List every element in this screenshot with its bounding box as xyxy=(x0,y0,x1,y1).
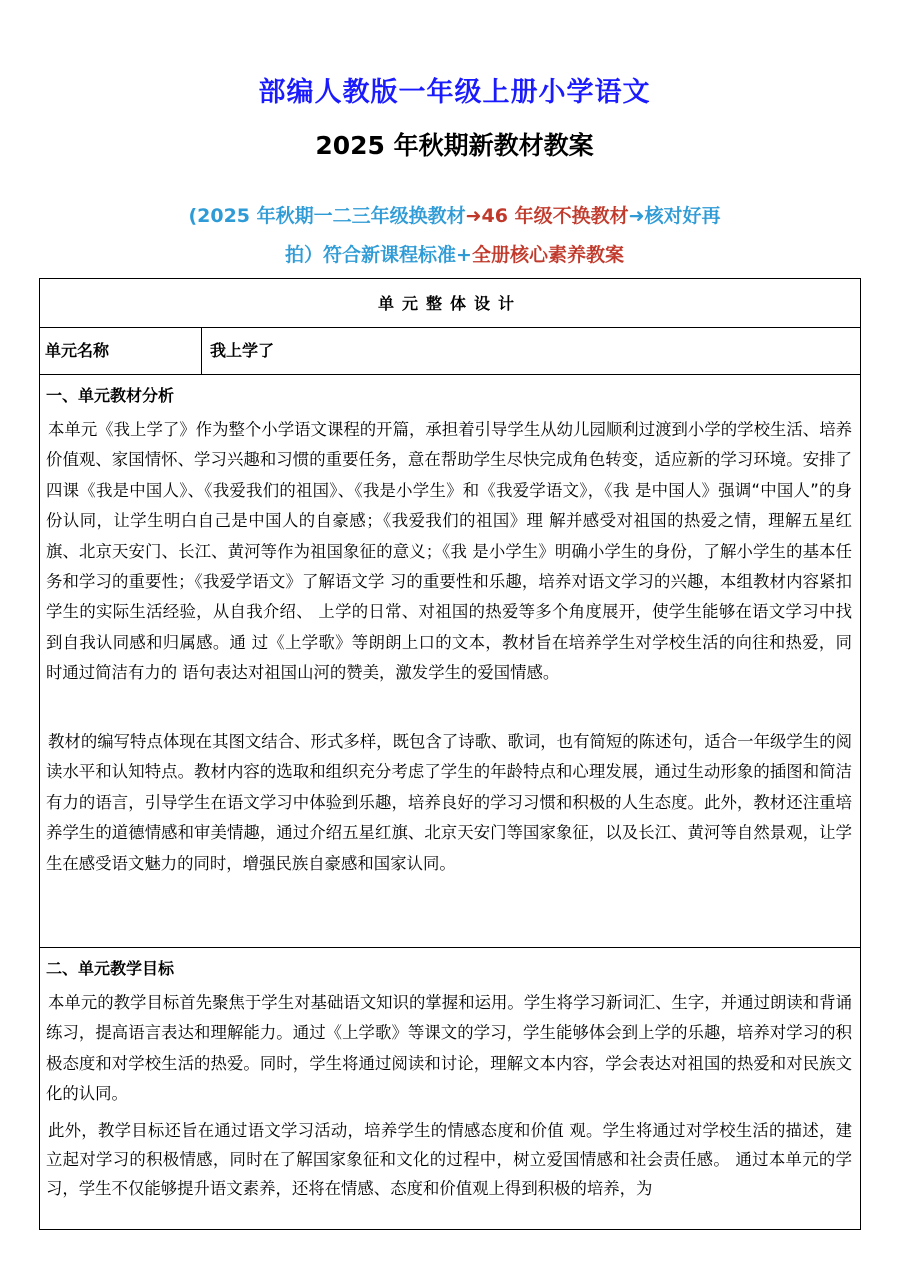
document-subtitle-term: 2025 年秋期新教材教案 xyxy=(315,131,594,160)
section-2-paragraph-2: 此外，教学目标还旨在通过语文学习活动，培养学生的情感态度和价值 观。学生将通过对学校生活的描述，建立起对学习的积极情感，同时在了解国家象征和文化的过程中，树立爱国情感和社会责任感。 通过本单元的学习，学生不仅能够提升语文素养，还将在情感、态度和价值观上得到积极的培养，为 xyxy=(46,1121,852,1198)
section-material-analysis xyxy=(40,375,860,948)
section-1-paragraph-1: 本单元《我上学了》作为整个小学语文课程的开篇，承担着引导学生从幼儿园顺利过渡到小学的学校生活、培养价值观、家国情怀、学习兴趣和习惯的重要任务，意在帮助学生尽快完成角色转变，适应新的学习环境。安排了四课《我是中国人》、《我爱我们的祖国》、《我是小学生》和《我爱学语文》，《我 是中国人》强调“中国人”的身份认同，让学生明白自己是中国人的自豪感；《我爱我们的祖国》理 解并感受对祖国的热爱之情，理解五星红旗、北京天安门、长江、黄河等作为祖国象征的意义；《我 是小学生》明确小学生的身份，了解小学生的基本任务和学习的重要性；《我爱学语文》了解语文学 习的重要性和乐趣，培养对语文学习的兴趣，本组教材内容紧扣学生的实际生活经验，从自我介绍、 上学的日常、对祖国的热爱等多个角度展开，使学生能够在语文学习中找到自我认同感和归属感。通 过《上学歌》等朗朗上口的文本，教材旨在培养学生对学校生活的向往和热爱，同时通过简洁有力的 语句表达对祖国山河的赞美，激发学生的爱国情感。 xyxy=(46,420,852,683)
promo-line-1-part-b: ➜46 年级不换教材 xyxy=(465,205,629,227)
unit-name-value: 我上学了 xyxy=(210,341,275,360)
promo-line-1-part-a: (2025 年秋期一二三年级换教材 xyxy=(188,205,466,227)
promo-line-2 xyxy=(0,240,909,267)
promo-line-1-part-c: ➜核对好再 xyxy=(628,205,721,227)
section-1-title: 一、单元教材分析 xyxy=(46,386,175,405)
section-teaching-goals xyxy=(40,948,860,1229)
unit-name-row xyxy=(40,328,860,375)
unit-name-label: 单元名称 xyxy=(40,328,202,374)
section-2-paragraph-1: 本单元的教学目标首先聚焦于学生对基础语文知识的掌握和运用。学生将学习新词汇、生字，并通过朗读和背诵练习，提高语言表达和理解能力。通过《上学歌》等课文的学习，学生能够体会到上学的乐趣，培养对学习的积极态度和对学校生活的热爱。同时，学生将通过阅读和讨论，理解文本内容，学会表达对祖国的热爱和对民族文化的认同。 xyxy=(46,993,852,1104)
unit-design-table xyxy=(39,278,861,1230)
section-1-paragraph-2: 教材的编写特点体现在其图文结合、形式多样，既包含了诗歌、歌词，也有简短的陈述句，适合一年级学生的阅读水平和认知特点。教材内容的选取和组织充分考虑了学生的年龄特点和心理发展，通过生动形象的插图和简洁有力的语言，引导学生在语文学习中体验到乐趣，培养良好的学习习惯和积极的人生态度。此外，教材还注重培养学生的道德情感和审美情趣，通过介绍五星红旗、北京天安门等国家象征，以及长江、黄河等自然景观，让学生在感受语文魅力的同时，增强民族自豪感和国家认同。 xyxy=(46,732,852,873)
section-2-title: 二、单元教学目标 xyxy=(46,959,175,978)
promo-line-2-part-a: 拍）符合新课程标准+ xyxy=(285,244,472,266)
promo-line-2-part-b: 全册核心素养教案 xyxy=(471,244,624,266)
table-heading: 单元整体设计 xyxy=(40,279,860,328)
promo-line-1 xyxy=(0,201,909,228)
document-title: 部编人教版一年级上册小学语文 xyxy=(258,77,651,108)
